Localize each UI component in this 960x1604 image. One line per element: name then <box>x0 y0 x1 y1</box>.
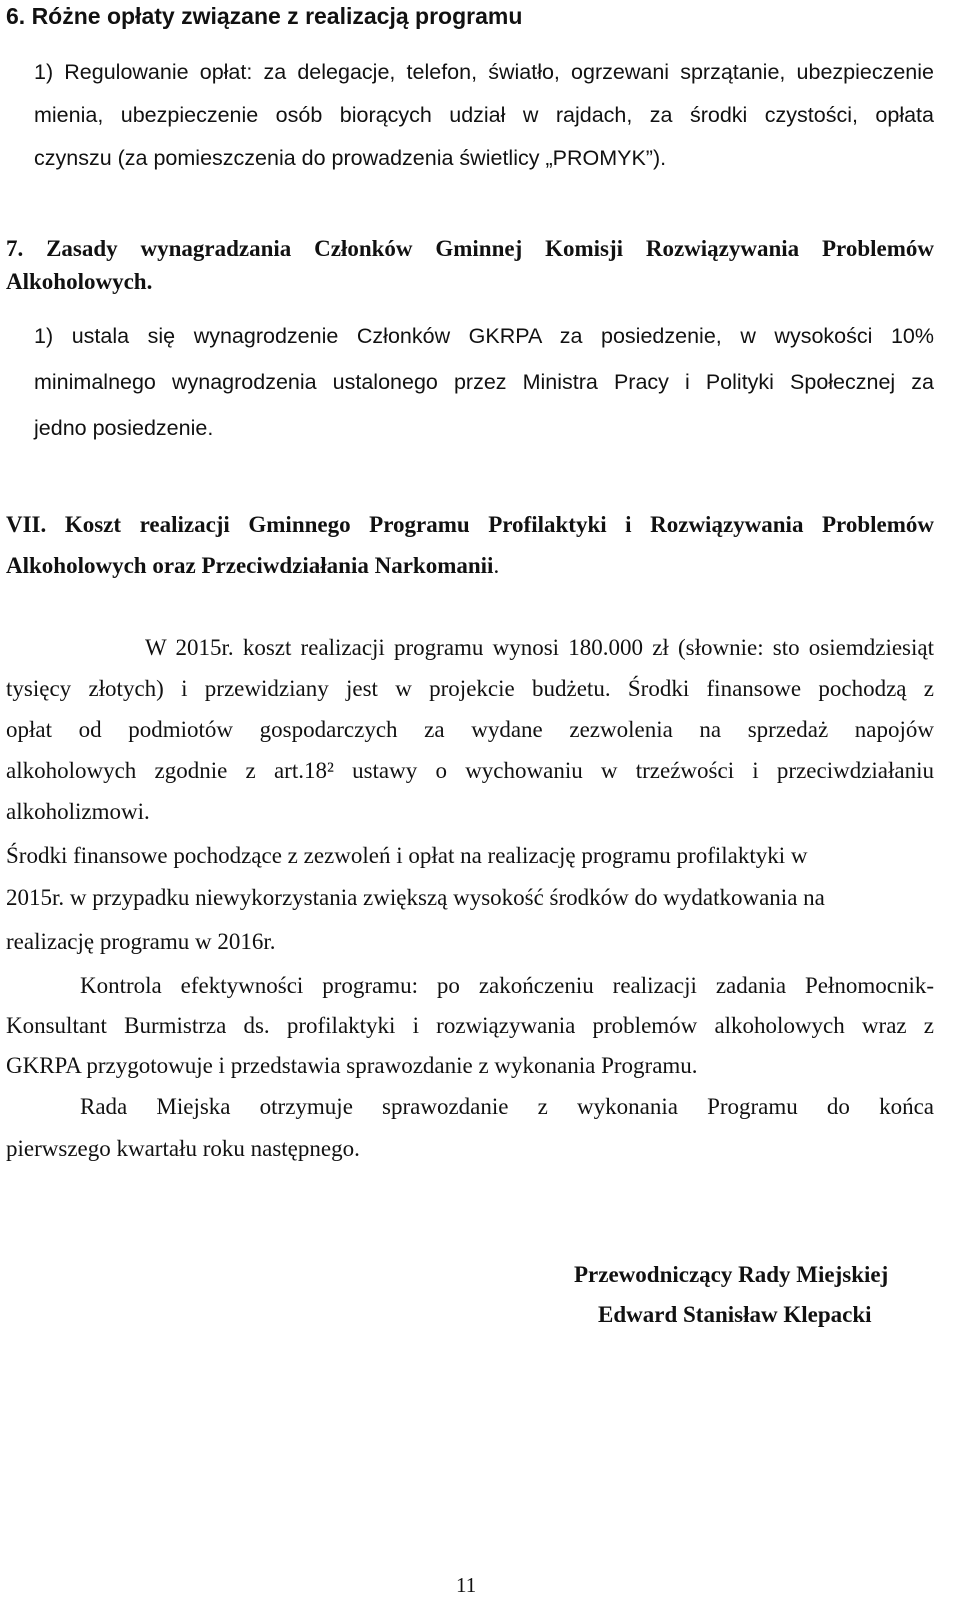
paragraph-1-line-1: W 2015r. koszt realizacji programu wynosi 180.000 zł (słownie: sto osiemdziesiąt <box>145 635 934 660</box>
paragraph-1-line-5: alkoholizmowi. <box>6 799 150 824</box>
section-vii-heading-line-2: Alkoholowych oraz Przeciwdziałania Narkomanii <box>6 553 494 578</box>
signature-name: Edward Stanisław Klepacki <box>598 1302 872 1327</box>
paragraph-2-line-1: Środki finansowe pochodzące z zezwoleń i opłat na realizację programu profilaktyki w <box>6 843 808 868</box>
paragraph-3-line-2: Konsultant Burmistrza ds. profilaktyki i rozwiązywania problemów alkoholowych wraz z <box>6 1013 934 1038</box>
section-vii-heading-line-2-wrap <box>6 553 499 579</box>
paragraph-2-line-3: realizację programu w 2016r. <box>6 929 276 954</box>
section-7-heading-line-2: Alkoholowych. <box>6 269 153 294</box>
section-vii-heading-line-1: VII. Koszt realizacji Gminnego Programu Profilaktyki i Rozwiązywania Problemów <box>6 512 934 537</box>
paragraph-3-line-1: Kontrola efektywności programu: po zakończeniu realizacji zadania Pełnomocnik- <box>80 973 934 998</box>
paragraph-1-line-4: alkoholowych zgodnie z art.18² ustawy o wychowaniu w trzeźwości i przeciwdziałaniu <box>6 758 934 783</box>
paragraph-2-line-2: 2015r. w przypadku niewykorzystania zwiększą wysokość środków do wydatkowania na <box>6 885 825 910</box>
paragraph-4-line-2: pierwszego kwartału roku następnego. <box>6 1136 360 1161</box>
paragraph-1-line-3: opłat od podmiotów gospodarczych za wydane zezwolenia na sprzedaż napojów <box>6 717 934 742</box>
section-7-line-2: minimalnego wynagrodzenia ustalonego przez Ministra Pracy i Polityki Społecznej za <box>34 370 934 394</box>
section-6-line-3: czynszu (za pomieszczenia do prowadzenia świetlicy „PROMYK”). <box>34 146 667 170</box>
section-6-heading: 6. Różne opłaty związane z realizacją programu <box>6 3 523 29</box>
paragraph-4-line-1: Rada Miejska otrzymuje sprawozdanie z wykonania Programu do końca <box>80 1094 934 1119</box>
signature-title: Przewodniczący Rady Miejskiej <box>574 1262 889 1287</box>
section-7-line-1: 1) ustala się wynagrodzenie Członków GKRPA za posiedzenie, w wysokości 10% <box>34 324 934 348</box>
paragraph-1-line-2: tysięcy złotych) i przewidziany jest w projekcie budżetu. Środki finansowe pochodzą z <box>6 676 934 701</box>
section-vii-heading-period: . <box>493 553 500 578</box>
paragraph-3-line-3: GKRPA przygotowuje i przedstawia sprawozdanie z wykonania Programu. <box>6 1053 698 1078</box>
page-number: 11 <box>456 1573 477 1597</box>
section-6-line-2: mienia, ubezpieczenie osób biorących udział w rajdach, za środki czystości, opłata <box>34 103 934 127</box>
section-7-heading-line-1: 7. Zasady wynagradzania Członków Gminnej Komisji Rozwiązywania Problemów <box>6 236 934 261</box>
section-7-line-3: jedno posiedzenie. <box>34 416 214 440</box>
section-6-line-1: 1) Regulowanie opłat: za delegacje, telefon, światło, ogrzewani sprzątanie, ubezpieczenie <box>34 60 934 84</box>
